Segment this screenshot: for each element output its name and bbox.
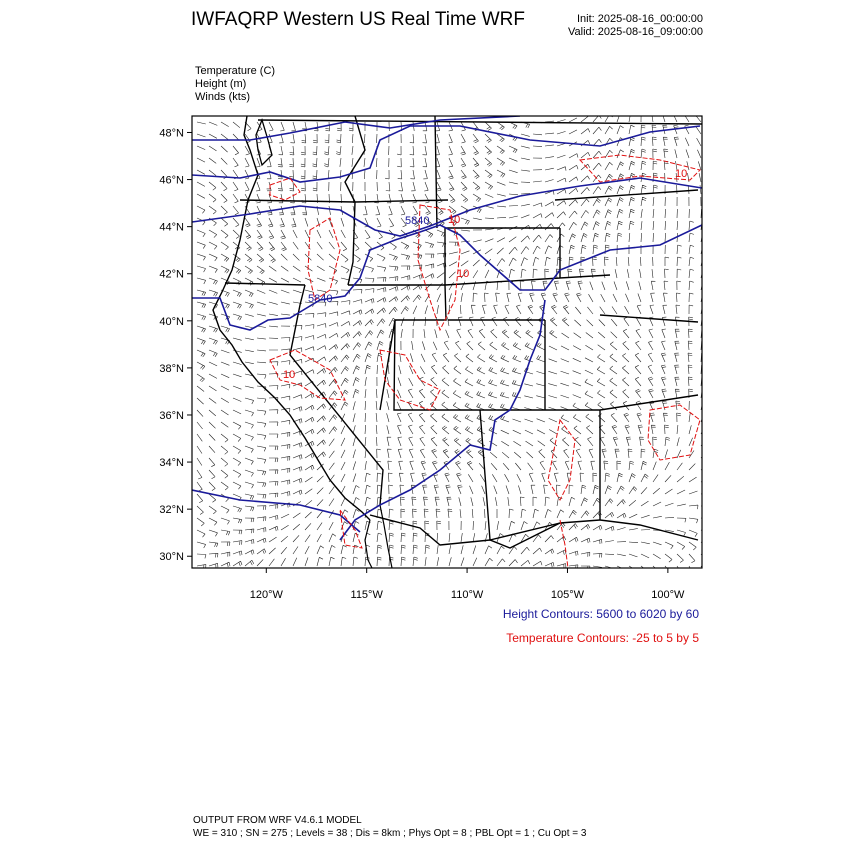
longitude-labels <box>250 589 685 601</box>
lon-tick-label: 100°W <box>651 589 685 601</box>
lat-tick-label: 32°N <box>159 504 184 517</box>
lon-tick-label: 115°W <box>350 589 383 601</box>
lat-tick-label: 48°N <box>159 127 184 140</box>
lat-tick-label: 38°N <box>159 362 184 375</box>
init-time: Init: 2025-08-16_00:00:00 <box>577 13 703 25</box>
lat-tick-label: 44°N <box>159 221 184 234</box>
lon-tick-label: 105°W <box>550 589 585 601</box>
lon-tick-label: 110°W <box>450 589 484 601</box>
lat-tick-label: 30°N <box>159 551 184 564</box>
variable-winds: Winds (kts) <box>195 91 250 103</box>
model-info-line-2: WE = 310 ; SN = 275 ; Levels = 38 ; Dis = 8km ; Phys Opt = 8 ; PBL Opt = 1 ; Cu Opt = 3 <box>193 828 587 839</box>
variable-temperature: Temperature (C) <box>195 65 276 77</box>
temperature-contour-legend: Temperature Contours: -25 to 5 by 5 <box>506 631 699 645</box>
lat-tick-label: 36°N <box>159 409 184 422</box>
model-info-line-1: OUTPUT FROM WRF V4.6.1 MODEL <box>193 815 362 826</box>
height-label-2: 5840 <box>308 293 333 305</box>
lat-tick-label: 40°N <box>159 315 184 328</box>
plot-title: IWFAQRP Western US Real Time WRF <box>191 9 525 30</box>
temperature-label-1: 10 <box>448 214 461 226</box>
temperature-label-3: 10 <box>283 369 296 381</box>
variable-height: Height (m) <box>195 78 247 90</box>
lat-tick-label: 42°N <box>159 268 184 281</box>
latitude-labels <box>159 127 184 563</box>
temperature-label-4: 10 <box>675 168 688 180</box>
valid-time: Valid: 2025-08-16_09:00:00 <box>568 26 703 38</box>
height-contour-legend: Height Contours: 5600 to 6020 by 60 <box>502 607 699 621</box>
lat-tick-label: 46°N <box>159 174 184 187</box>
temperature-label-2: 10 <box>457 268 470 280</box>
height-label-1: 5840 <box>405 215 430 227</box>
lat-tick-label: 34°N <box>159 457 184 470</box>
lon-tick-label: 120°W <box>249 589 283 601</box>
